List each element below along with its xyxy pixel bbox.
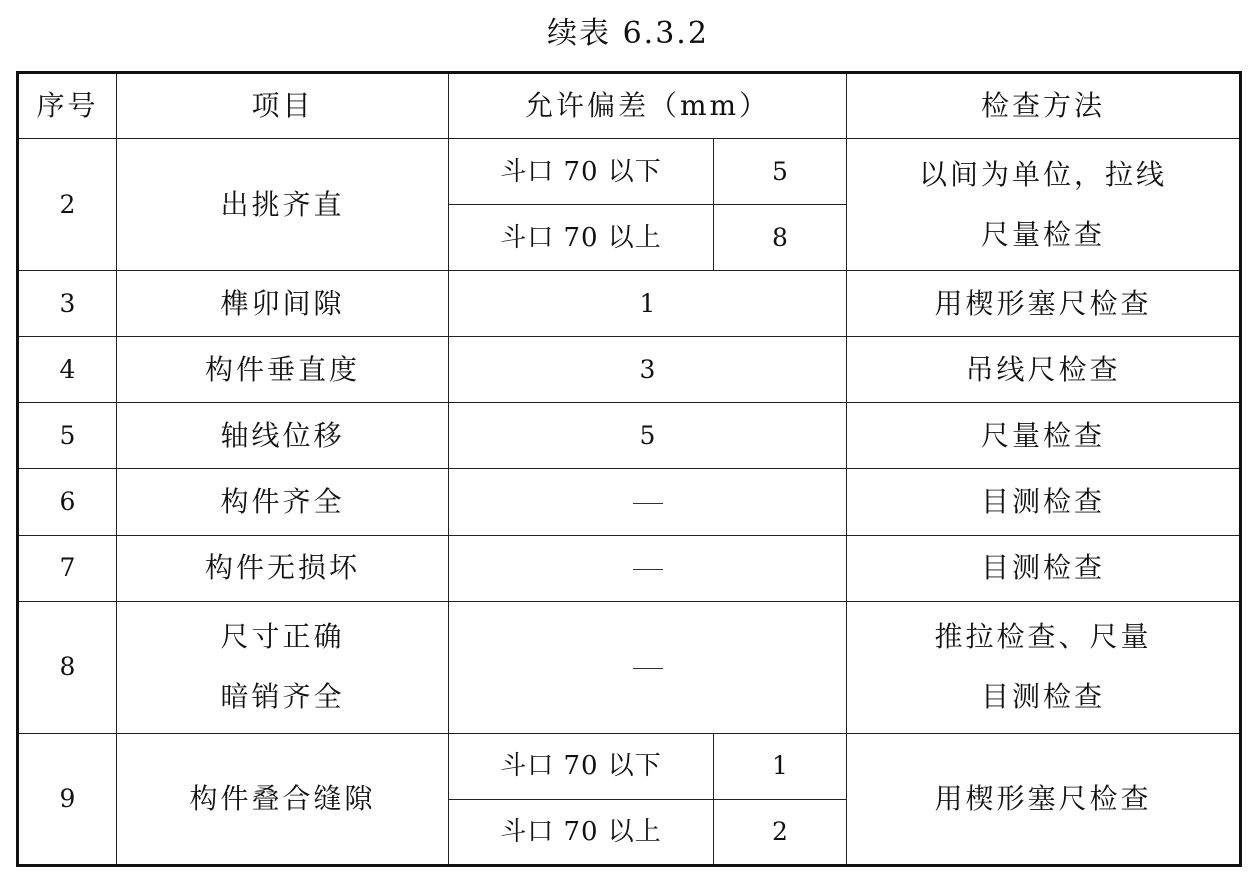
tolerance-value-cell: 5 [714, 139, 847, 205]
dash-mark [633, 668, 663, 669]
item-cell: 构件齐全 [117, 469, 449, 535]
tolerance-cell: 1 [449, 271, 847, 337]
tolerance-value-cell: 2 [714, 799, 847, 865]
table-row [18, 733, 1241, 799]
seq-cell: 6 [18, 469, 117, 535]
table-row [18, 601, 1241, 733]
method-cell: 尺量检查 [847, 403, 1241, 469]
item-cell [117, 601, 449, 733]
item-cell: 出挑齐直 [117, 139, 449, 271]
condition-cell: 斗口 70 以下 [449, 139, 714, 205]
table-row [18, 139, 1241, 205]
seq-cell: 5 [18, 403, 117, 469]
method-cell: 目测检查 [847, 469, 1241, 535]
table-row [18, 469, 1241, 535]
table-row [18, 535, 1241, 601]
tolerance-value-cell: 1 [714, 733, 847, 799]
method-cell: 用楔形塞尺检查 [847, 271, 1241, 337]
tolerance-cell [449, 469, 847, 535]
method-line: 目测检查 [981, 680, 1106, 714]
condition-cell: 斗口 70 以下 [449, 733, 714, 799]
seq-cell: 2 [18, 139, 117, 271]
item-cell: 榫卯间隙 [117, 271, 449, 337]
method-cell: 吊线尺检查 [847, 337, 1241, 403]
table-row [18, 403, 1241, 469]
dash-mark [633, 503, 663, 504]
item-line: 暗销齐全 [220, 680, 345, 714]
item-cell: 轴线位移 [117, 403, 449, 469]
seq-cell: 8 [18, 601, 117, 733]
tolerance-cell [449, 535, 847, 601]
seq-cell: 9 [18, 733, 117, 865]
item-line: 尺寸正确 [220, 620, 345, 654]
method-cell [847, 139, 1241, 271]
seq-cell: 3 [18, 271, 117, 337]
seq-cell: 7 [18, 535, 117, 601]
tolerance-table [16, 71, 1242, 867]
header-method: 检查方法 [847, 73, 1241, 139]
table-caption: 续表 6.3.2 [547, 16, 709, 51]
method-cell: 用楔形塞尺检查 [847, 733, 1241, 865]
seq-cell: 4 [18, 337, 117, 403]
table-row [18, 271, 1241, 337]
method-cell [847, 601, 1241, 733]
header-tolerance: 允许偏差（mm） [449, 73, 847, 139]
item-cell: 构件无损坏 [117, 535, 449, 601]
method-line: 尺量检查 [981, 217, 1106, 251]
condition-cell: 斗口 70 以上 [449, 799, 714, 865]
method-line: 推拉检查、尺量 [934, 620, 1152, 654]
table-row [18, 337, 1241, 403]
tolerance-cell: 5 [449, 403, 847, 469]
tolerance-cell [449, 601, 847, 733]
item-cell: 构件叠合缝隙 [117, 733, 449, 865]
dash-mark [633, 569, 663, 570]
item-cell: 构件垂直度 [117, 337, 449, 403]
header-seq: 序号 [18, 73, 117, 139]
tolerance-value-cell: 8 [714, 205, 847, 271]
header-item: 项目 [117, 73, 449, 139]
condition-cell: 斗口 70 以上 [449, 205, 714, 271]
table-header-row [18, 73, 1241, 139]
method-cell: 目测检查 [847, 535, 1241, 601]
method-line: 以间为单位，拉线 [919, 157, 1168, 191]
tolerance-cell: 3 [449, 337, 847, 403]
